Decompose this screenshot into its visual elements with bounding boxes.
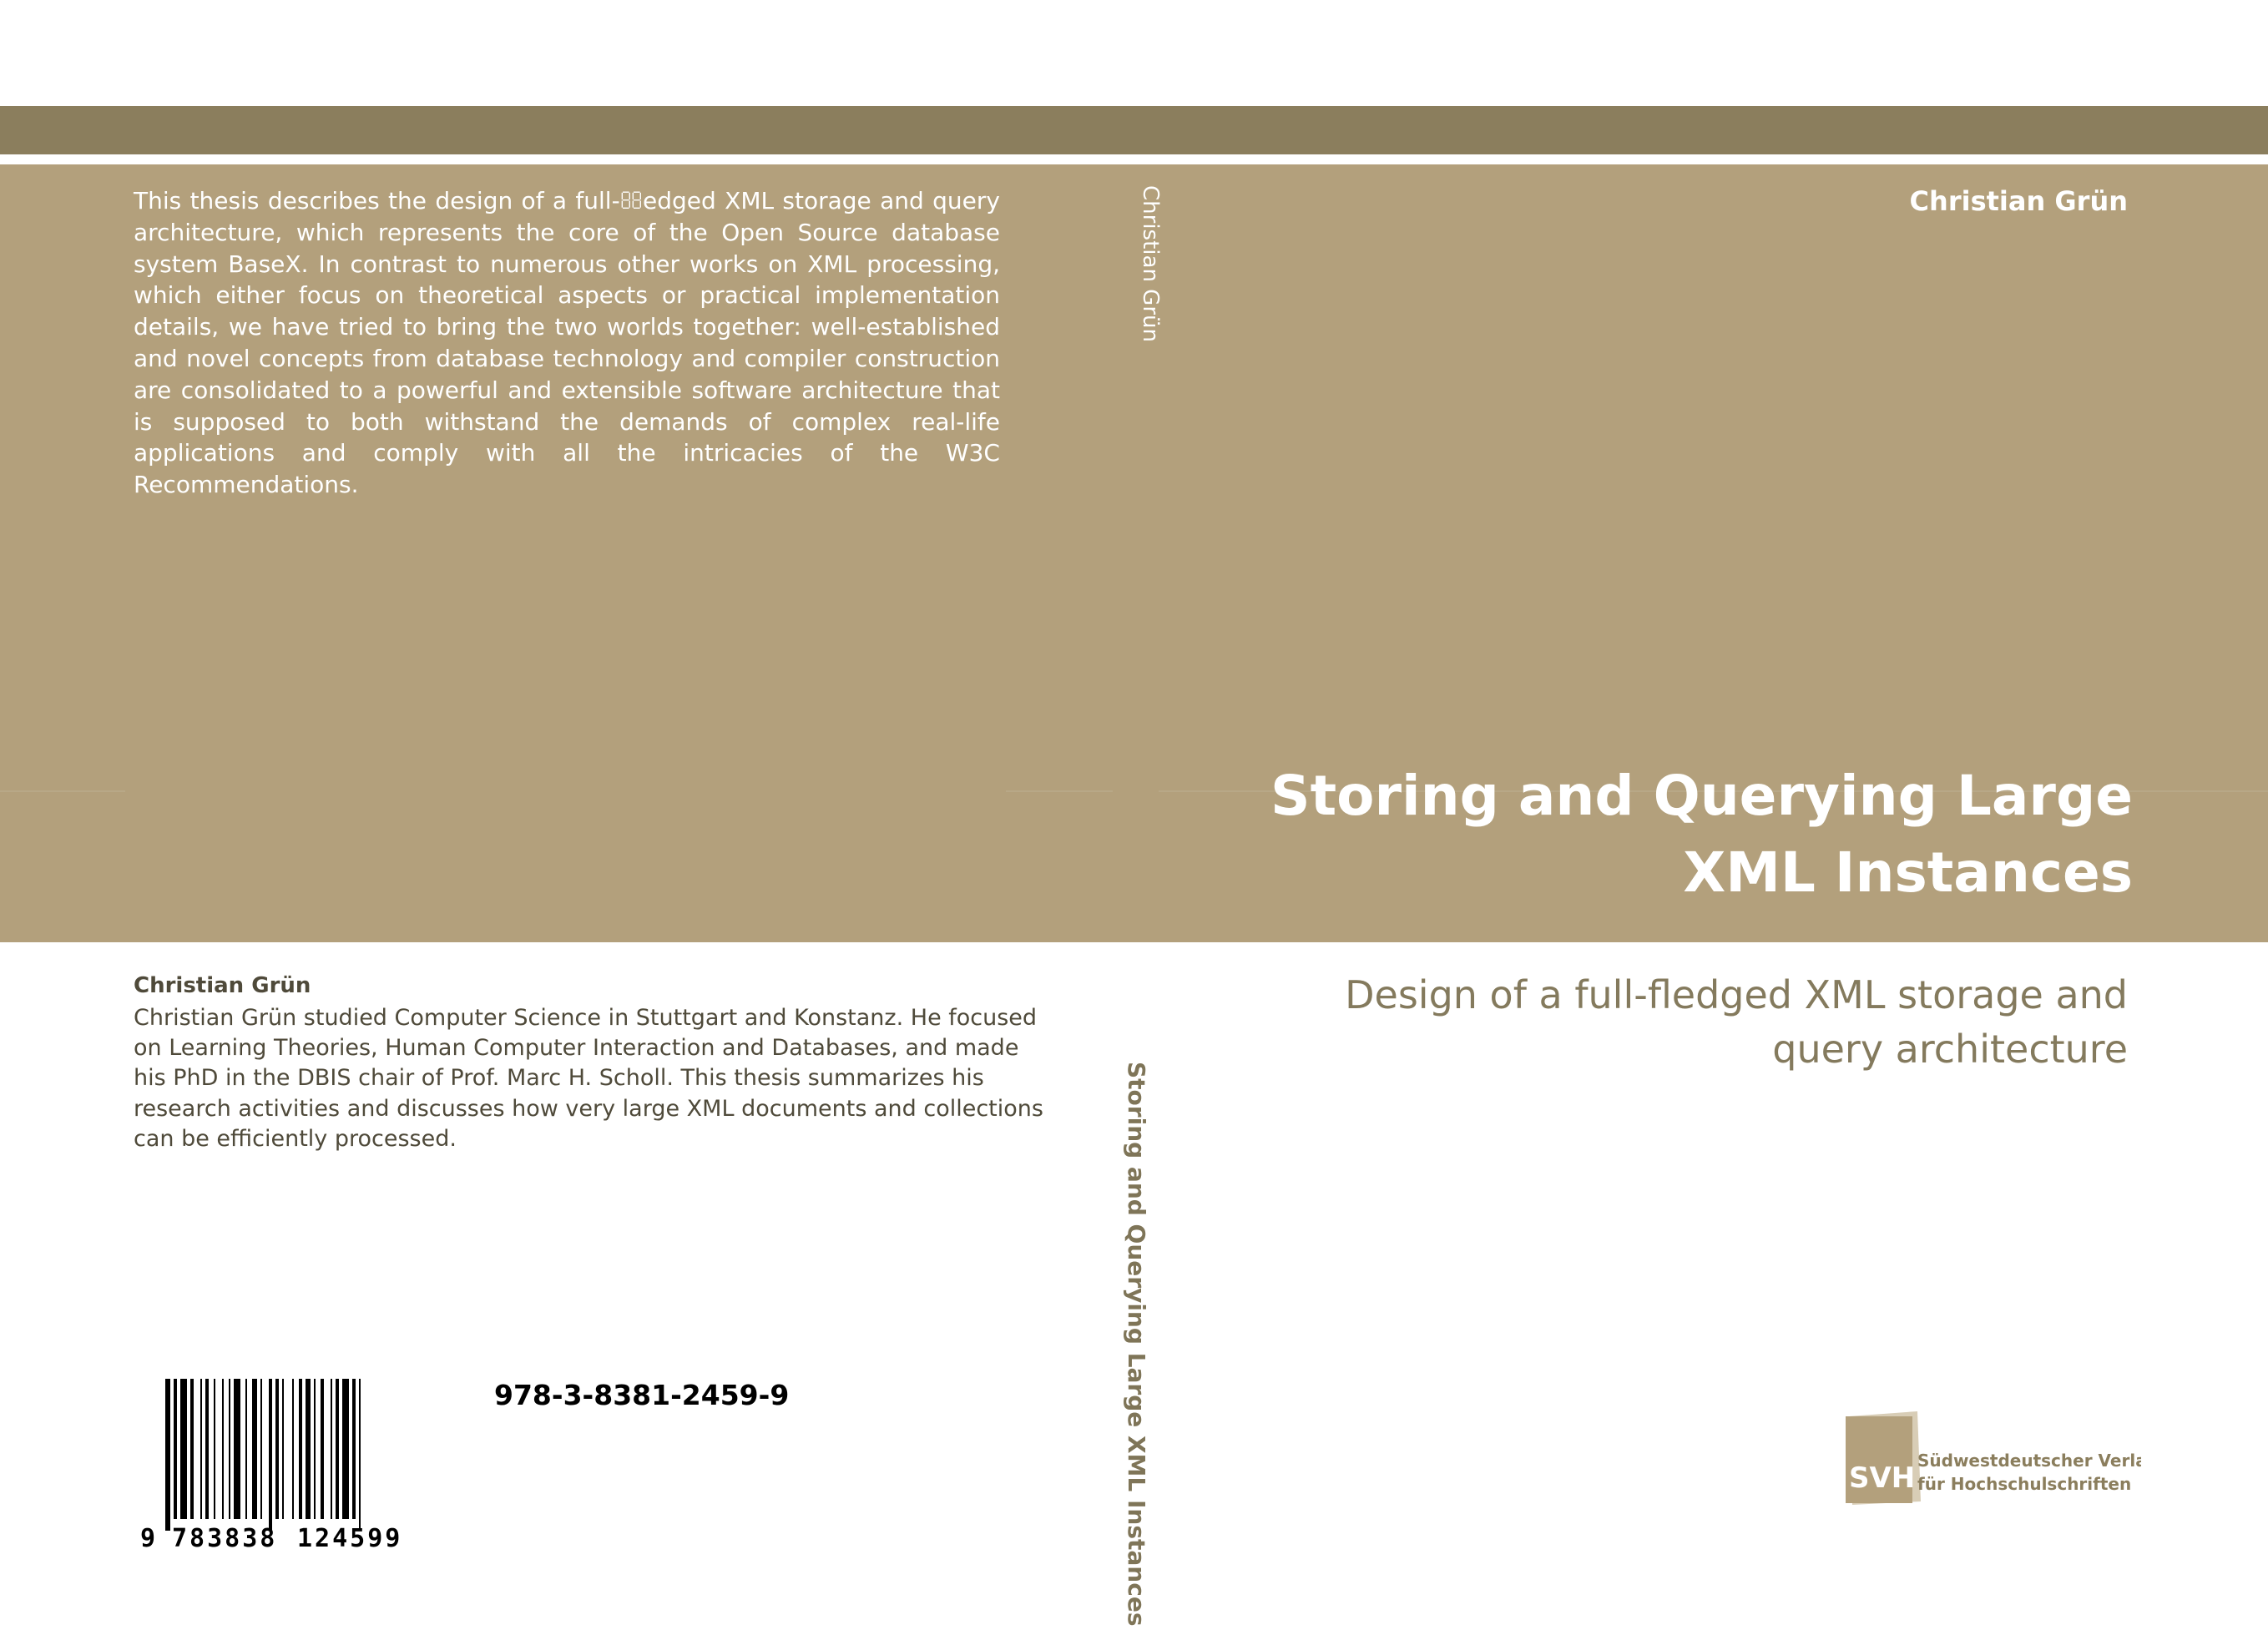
barcode-bar [222,1379,224,1519]
publisher-name-line2: für Hochschulschriften [1917,1474,2132,1494]
book-subtitle-line2: query architecture [1772,1027,2128,1072]
barcode-bar [214,1379,215,1519]
barcode-bar [306,1379,311,1519]
book-title [1215,758,2133,911]
barcode-bar [165,1379,170,1531]
barcode-bar [190,1379,194,1519]
barcode-bar [342,1379,349,1519]
barcode-bar [245,1379,247,1519]
publisher-logo [1841,1410,2141,1510]
decorative-line [0,790,125,792]
logo-svh-text: SVH [1849,1461,1916,1495]
barcode-bar [282,1379,284,1519]
book-title-line2: XML Instances [1683,840,2133,905]
spine-title: Storing and Querying Large XML Instances [1123,1062,1150,1627]
isbn-number: 978-3-8381-2459-9 [494,1379,790,1411]
svh-logo-graphic [1841,1410,2141,1510]
front-cover-author: Christian Grün [1909,185,2128,217]
back-cover-blurb: This thesis describes the design of a full- edged XML storage and query architecture, which represents the core of the Open Source database system BaseX. In contrast to numerous other works on XML processing, which either focus on theoretical aspects or practical implementation details, we have tried to bring the two worlds together: well-established and novel concepts from database technology and compiler construction are consolidated to a powerful and extensible software architecture that is supposed to both withstand the demands of complex real-life applications and comply with all the intricacies of the W3C Recommendations. [134,187,1000,499]
barcode-left-digits: 783838 [172,1524,278,1553]
barcode-bar [321,1379,324,1519]
decorative-line [1006,790,1113,792]
barcode-bar [205,1379,209,1519]
barcode-bar [352,1379,356,1519]
isbn-barcode [134,1379,467,1554]
barcode-graphic [134,1379,467,1554]
top-dark-band [0,106,2268,154]
publisher-name-line1: Südwestdeutscher Verlag [1917,1451,2141,1471]
barcode-bar [269,1379,272,1531]
book-title-line1: Storing and Querying Large [1270,764,2133,828]
barcode-bar [174,1379,177,1519]
spine-author: Christian Grün [1138,185,1163,342]
barcode-right-digits: 124599 [297,1524,403,1553]
book-subtitle-line1: Design of a full-fledged XML storage and [1345,972,2128,1017]
barcode-bar [299,1379,302,1519]
barcode-bar [336,1379,339,1519]
barcode-lead-digit: 9 [140,1524,156,1553]
barcode-bar [292,1379,294,1519]
barcode-bar [314,1379,316,1519]
author-bio-text: Christian Grün studied Computer Science in Stuttgart and Konstanz. He focused on Learning Theories, Human Computer Interaction and Databases, and made his PhD in the DBIS chair of Prof. Marc H. Scholl. This thesis summarizes his research activities and discusses how very large XML documents and collections can be efficiently processed. [134,1005,1043,1152]
author-bio-name: Christian Grün [134,973,311,998]
barcode-bar [275,1379,279,1519]
barcode-bar [252,1379,257,1519]
barcode-bar [229,1379,230,1519]
barcode-bar [234,1379,240,1519]
barcode-bar [359,1379,361,1531]
book-subtitle [1210,968,2128,1077]
barcode-bar [331,1379,332,1519]
barcode-bar [180,1379,187,1519]
barcode-bar [200,1379,202,1519]
barcode-bar [260,1379,262,1519]
